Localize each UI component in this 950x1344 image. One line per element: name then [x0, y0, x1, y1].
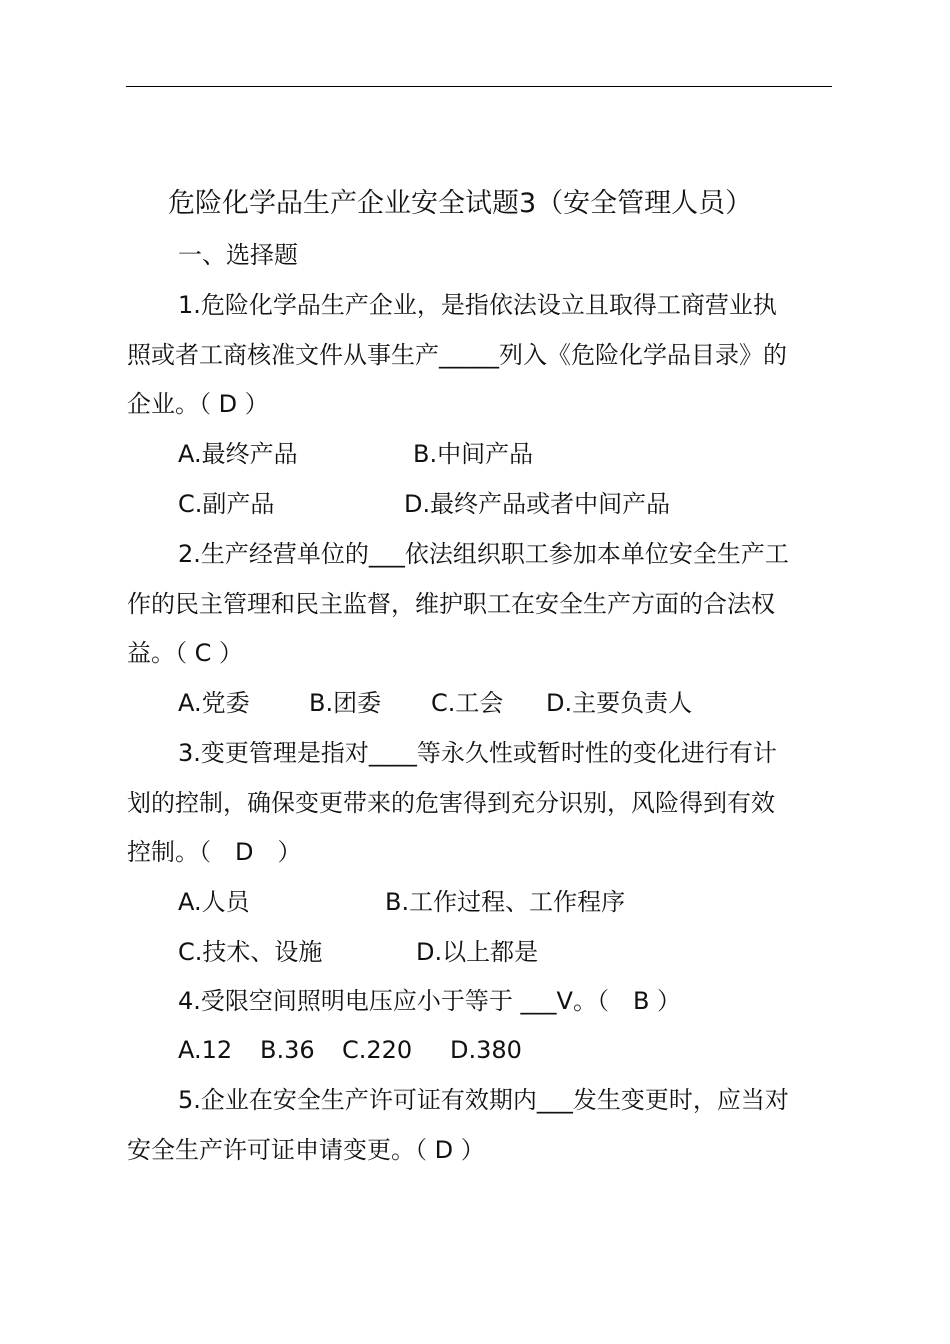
- question-1-option-d: D.最终产品或者中间产品: [404, 490, 671, 518]
- section-heading: 一、选择题: [178, 241, 298, 269]
- question-2-option-a: A.党委: [178, 689, 250, 717]
- question-3-option-d: D.以上都是: [416, 938, 539, 966]
- question-1-option-a: A.最终产品: [178, 440, 298, 468]
- question-2-line-1: 2.生产经营单位的___依法组织职工参加本单位安全生产工: [178, 540, 789, 568]
- question-4-option-b: B.36: [260, 1036, 315, 1064]
- question-1-option-c: C.副产品: [178, 490, 275, 518]
- question-2-line-3: 益。（ C ）: [127, 639, 244, 667]
- question-2-option-c: C.工会: [431, 689, 504, 717]
- header-rule: [126, 86, 832, 87]
- question-3-line-3: 控制。（ D ）: [127, 838, 302, 866]
- question-2-option-b: B.团委: [309, 689, 382, 717]
- question-1-line-1: 1.危险化学品生产企业，是指依法设立且取得工商营业执: [178, 291, 777, 319]
- question-3-option-c: C.技术、设施: [178, 938, 323, 966]
- question-4-option-d: D.380: [450, 1036, 522, 1064]
- question-5-line-1: 5.企业在安全生产许可证有效期内___发生变更时，应当对: [178, 1086, 789, 1114]
- document-title: 危险化学品生产企业安全试题3（安全管理人员）: [168, 188, 753, 219]
- question-1-option-b: B.中间产品: [413, 440, 534, 468]
- question-2-option-d: D.主要负责人: [546, 689, 693, 717]
- question-3-line-1: 3.变更管理是指对____等永久性或暂时性的变化进行有计: [178, 739, 777, 767]
- question-3-line-2: 划的控制，确保变更带来的危害得到充分识别，风险得到有效: [127, 789, 775, 817]
- question-4-option-c: C.220: [342, 1036, 413, 1064]
- question-3-option-a: A.人员: [178, 888, 250, 916]
- question-4-line-1: 4.受限空间照明电压应小于等于 ___V。（ B ）: [178, 987, 682, 1015]
- question-3-option-b: B.工作过程、工作程序: [385, 888, 626, 916]
- question-1-line-2: 照或者工商核准文件从事生产_____列入《危险化学品目录》的: [127, 341, 787, 369]
- question-4-option-a: A.12: [178, 1036, 233, 1064]
- question-5-line-2: 安全生产许可证申请变更。（ D ）: [127, 1136, 485, 1164]
- question-1-line-3: 企业。（ D ）: [127, 390, 269, 418]
- question-2-line-2: 作的民主管理和民主监督，维护职工在安全生产方面的合法权: [127, 590, 775, 618]
